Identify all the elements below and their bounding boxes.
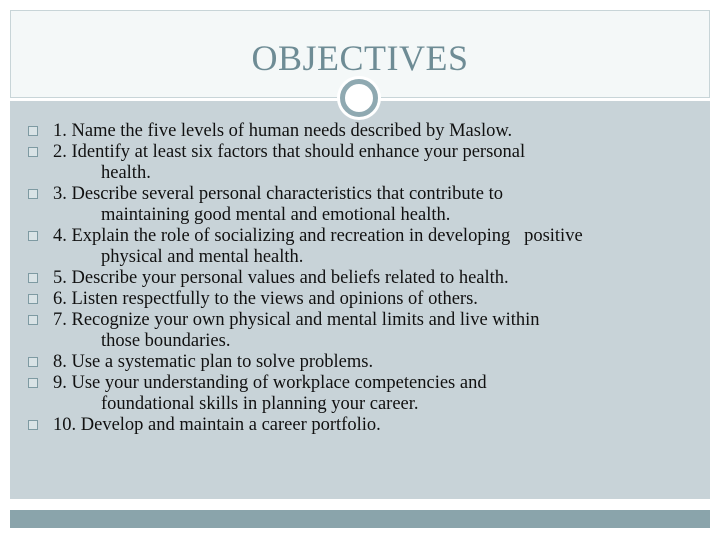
objective-line-1: 7. Recognize your own physical and mental limits and live within: [53, 310, 540, 330]
ring-icon: [340, 79, 378, 117]
objective-line-2: those boundaries.: [101, 331, 231, 351]
square-bullet-icon: [28, 147, 38, 157]
list-item: [28, 289, 698, 310]
objective-line-1: 6. Listen respectfully to the views and opinions of others.: [53, 289, 478, 309]
list-item: [28, 310, 698, 352]
square-bullet-icon: [28, 420, 38, 430]
square-bullet-icon: [28, 189, 38, 199]
list-item: [28, 268, 698, 289]
square-bullet-icon: [28, 357, 38, 367]
objective-line-2: physical and mental health.: [101, 247, 304, 267]
objective-line-1: 5. Describe your personal values and beliefs related to health.: [53, 268, 509, 288]
objective-line-1: 3. Describe several personal characteristics that contribute to: [53, 184, 503, 204]
list-item: [28, 373, 698, 415]
list-item: [28, 121, 698, 142]
objective-line-2: health.: [101, 163, 151, 183]
objective-line-1: 10. Develop and maintain a career portfolio.: [53, 415, 381, 435]
objective-line-1: 9. Use your understanding of workplace competencies and: [53, 373, 487, 393]
objective-line-2: foundational skills in planning your career.: [101, 394, 419, 414]
bottom-accent-bar: [10, 510, 710, 528]
objectives-list: [28, 121, 698, 436]
square-bullet-icon: [28, 273, 38, 283]
objective-line-2: maintaining good mental and emotional health.: [101, 205, 451, 225]
list-item: [28, 226, 698, 268]
square-bullet-icon: [28, 231, 38, 241]
square-bullet-icon: [28, 378, 38, 388]
list-item: [28, 184, 698, 226]
square-bullet-icon: [28, 126, 38, 136]
list-item: [28, 352, 698, 373]
objective-line-1: 8. Use a systematic plan to solve problems.: [53, 352, 374, 372]
objective-line-1: 4. Explain the role of socializing and recreation in developing positive: [53, 226, 583, 246]
list-item: [28, 415, 698, 436]
objective-line-1: 1. Name the five levels of human needs described by Maslow.: [53, 121, 513, 141]
slide-title: OBJECTIVES: [251, 38, 469, 78]
square-bullet-icon: [28, 294, 38, 304]
square-bullet-icon: [28, 315, 38, 325]
objective-line-1: 2. Identify at least six factors that should enhance your personal: [53, 142, 526, 162]
list-item: [28, 142, 698, 184]
